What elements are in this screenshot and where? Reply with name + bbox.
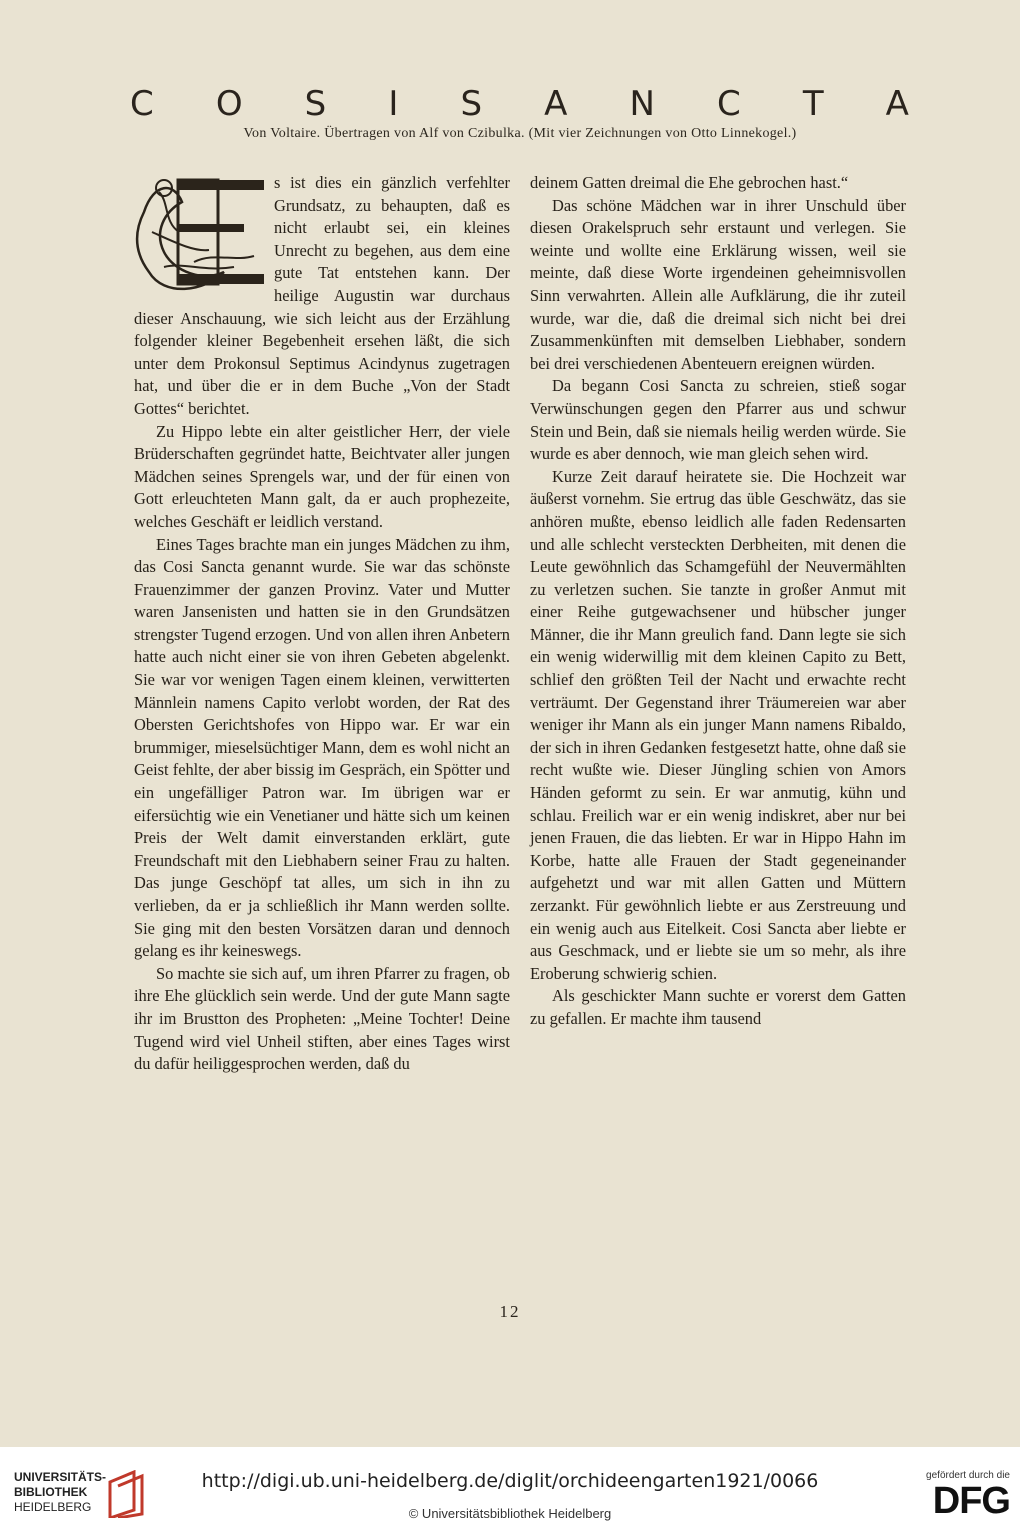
page-number: 12: [499, 1302, 521, 1321]
paragraph: Kurze Zeit darauf heiratete sie. Die Hochzeit war äußerst vornehm. Sie ertrug das üble Geschwätz, das sie anhören mußte, ebenso leidlich alle faden Redensarten und alle schlecht versteckten Derbheiten, mit denen die Leute gewöhnlich das Schamgefühl der Neuvermählten zu verletzen suchen. Sie tanzte in großer Anmut mit einer Reihe gutgewachsener und hübscher junger Männer, die ihr Mann greulich fand. Dann legte sie sich ein wenig widerwillig mit dem kleinen Capito zu Bett, schlief den größten Teil der Nacht und erwachte recht verträumt. Der Gegenstand ihrer Träumereien war aber weniger ihr Mann als ein junger Mann namens Ribaldo, der sich in ihren Gedanken festgesetzt hatte, ohne daß sie recht wußte wie. Dieser Jüngling schien von Amors Händen geformt zu sein. Er war anmutig, kühn und schlau. Freilich war er ein wenig indiskret, aber nur bei jenen Frauen, die das liebten. Er war in Hippo Hahn im Korbe, hatte alle Frauen der Stadt gegeneinander aufgehetzt und war mit allen Gatten und Müttern zerzankt. Für gewöhnlich liebte er aus Zerstreuung und ein wenig auch aus Eitelkeit. Cosi Sancta aber liebte er aus Geschmack, und er liebte sie um so mehr, als ihre Eroberung schwierig schien.: [530, 466, 906, 983]
page-title: [130, 84, 910, 124]
paragraph: deinem Gatten dreimal die Ehe gebrochen hast.“: [530, 173, 849, 192]
title-letter: I: [388, 84, 400, 124]
library-emblem-icon: [104, 1470, 148, 1518]
title-letter: N: [629, 84, 656, 124]
paragraph: So machte sie sich auf, um ihren Pfarrer zu fragen, ob ihre Ehe glücklich sein werde. Und der gute Mann sagte ihr im Brustton des Propheten: „Meine Tochter! Deine Tugend wird viel Unheil stiften, aber eines Tages wirst du dafür heiliggesprochen werden, daß du: [134, 963, 510, 1074]
title-letter: C: [716, 84, 742, 124]
funding-note: gefördert durch die: [926, 1470, 1010, 1481]
dfg-logo[interactable]: DFG: [932, 1480, 1010, 1522]
title-letter: C: [130, 84, 155, 124]
paragraph: Eines Tages brachte man ein junges Mädchen zu ihm, das Cosi Sancta genannt wurde. Sie war das schönste Frauenzimmer der ganzen Provinz. Vater und Mutter waren Jansenisten und hatten sie in den Grundsätzen strengster Tugend erzogen. Und von allen ihren Anbetern hatte auch nicht einer sie von ihren Gebeten abgelenkt. Sie war vor wenigen Tagen einem kleinen, verwitterten Männlein namens Capito verlobt worden, der Rat des Obersten Gerichtshofes von Hippo war. Er war ein brummiger, mieselsüchtiger Mann, dem es wohl nicht an Geist fehlte, der aber bissig im Gespräch, ein Spötter und ein ungefälliger Patron war. Im übrigen war er eifersüchtig wie ein Venetianer und hätte sich um keinen Preis der Welt damit einverstanden erklärt, gute Freundschaft mit den Liebhabern seiner Frau zu halten. Das junge Geschöpf tat alles, um sich in ihn zu verlieben, da er ja schließlich ihr Mann werden sollte. Sie ging mit den besten Vorsätzen daran und dennoch gelang es ihr keineswegs.: [134, 534, 510, 961]
source-url-link[interactable]: http://digi.ub.uni-heidelberg.de/diglit/orchideengarten1921/0066: [201, 1470, 819, 1492]
copyright-notice: © Universitätsbibliothek Heidelberg: [408, 1506, 612, 1521]
university-library-logo[interactable]: UNIVERSITÄTS- BIBLIOTHEK HEIDELBERG: [14, 1470, 107, 1514]
paragraph: Das schöne Mädchen war in ihrer Unschuld über diesen Orakelspruch sehr erstaunt und verlegen. Sie weinte und wollte eine Erklärung wissen, weil sie meinte, daß diese Worte irgendeinen geheimnisvollen Sinn verwahrten. Allein alle Aufklärung, die ihr zuteil wurde, war die, daß die dreimal sich nicht bei drei Zusammenkünften mit demselben Liebhaber, sondern bei drei verschiedenen Abenteuern ereignen würden.: [530, 195, 906, 373]
byline: Von Voltaire. Übertragen von Alf von Czibulka. (Mit vier Zeichnungen von Otto Linnekogel.): [243, 126, 797, 141]
title-letter: S: [460, 84, 484, 124]
paragraph: Als geschickter Mann suchte er vorerst dem Gatten zu gefallen. Er machte ihm tausend: [530, 986, 906, 1028]
decorated-initial-e-icon: [134, 172, 268, 304]
paragraph: s ist dies ein gänzlich verfehlter Grundsatz, zu behaupten, daß es nicht erlaubt sei, ein kleines Unrecht zu begehen, aus dem eine gute Tat entstehen kann. Der heilige Augustin war durchaus dieser Anschauung, wie sich leicht aus der Erzählung folgender kleiner Begebenheit ersehen läßt, die sich unter dem Prokonsul Septimus Acindynus zugetragen hat, und über die er in dem Buche „Von der Stadt Gottes“ berichtet.: [134, 173, 510, 418]
title-letter: A: [885, 84, 910, 124]
title-letter: O: [215, 84, 244, 124]
paragraph: Zu Hippo lebte ein alter geistlicher Herr, der viele Brüderschaften gegründet hatte, Beichtvater aller jungen Mädchen seines Sprengels war, und der für einen von Gott erleuchteten Mann galt, da er auch prophezeite, welches Geschäft er leidlich verstand.: [134, 421, 510, 531]
left-column: [134, 172, 510, 1076]
paragraph: Da begann Cosi Sancta zu schreien, stieß sogar Verwünschungen gegen den Pfarrer aus und schwur Stein und Bein, daß sie niemals heilig werden würde. Sie wurde es aber dennoch, wie man gleich sehen wird.: [530, 376, 906, 464]
right-column: [530, 172, 906, 1031]
title-letter: A: [544, 84, 569, 124]
title-letter: T: [802, 84, 825, 124]
title-letter: S: [304, 84, 328, 124]
